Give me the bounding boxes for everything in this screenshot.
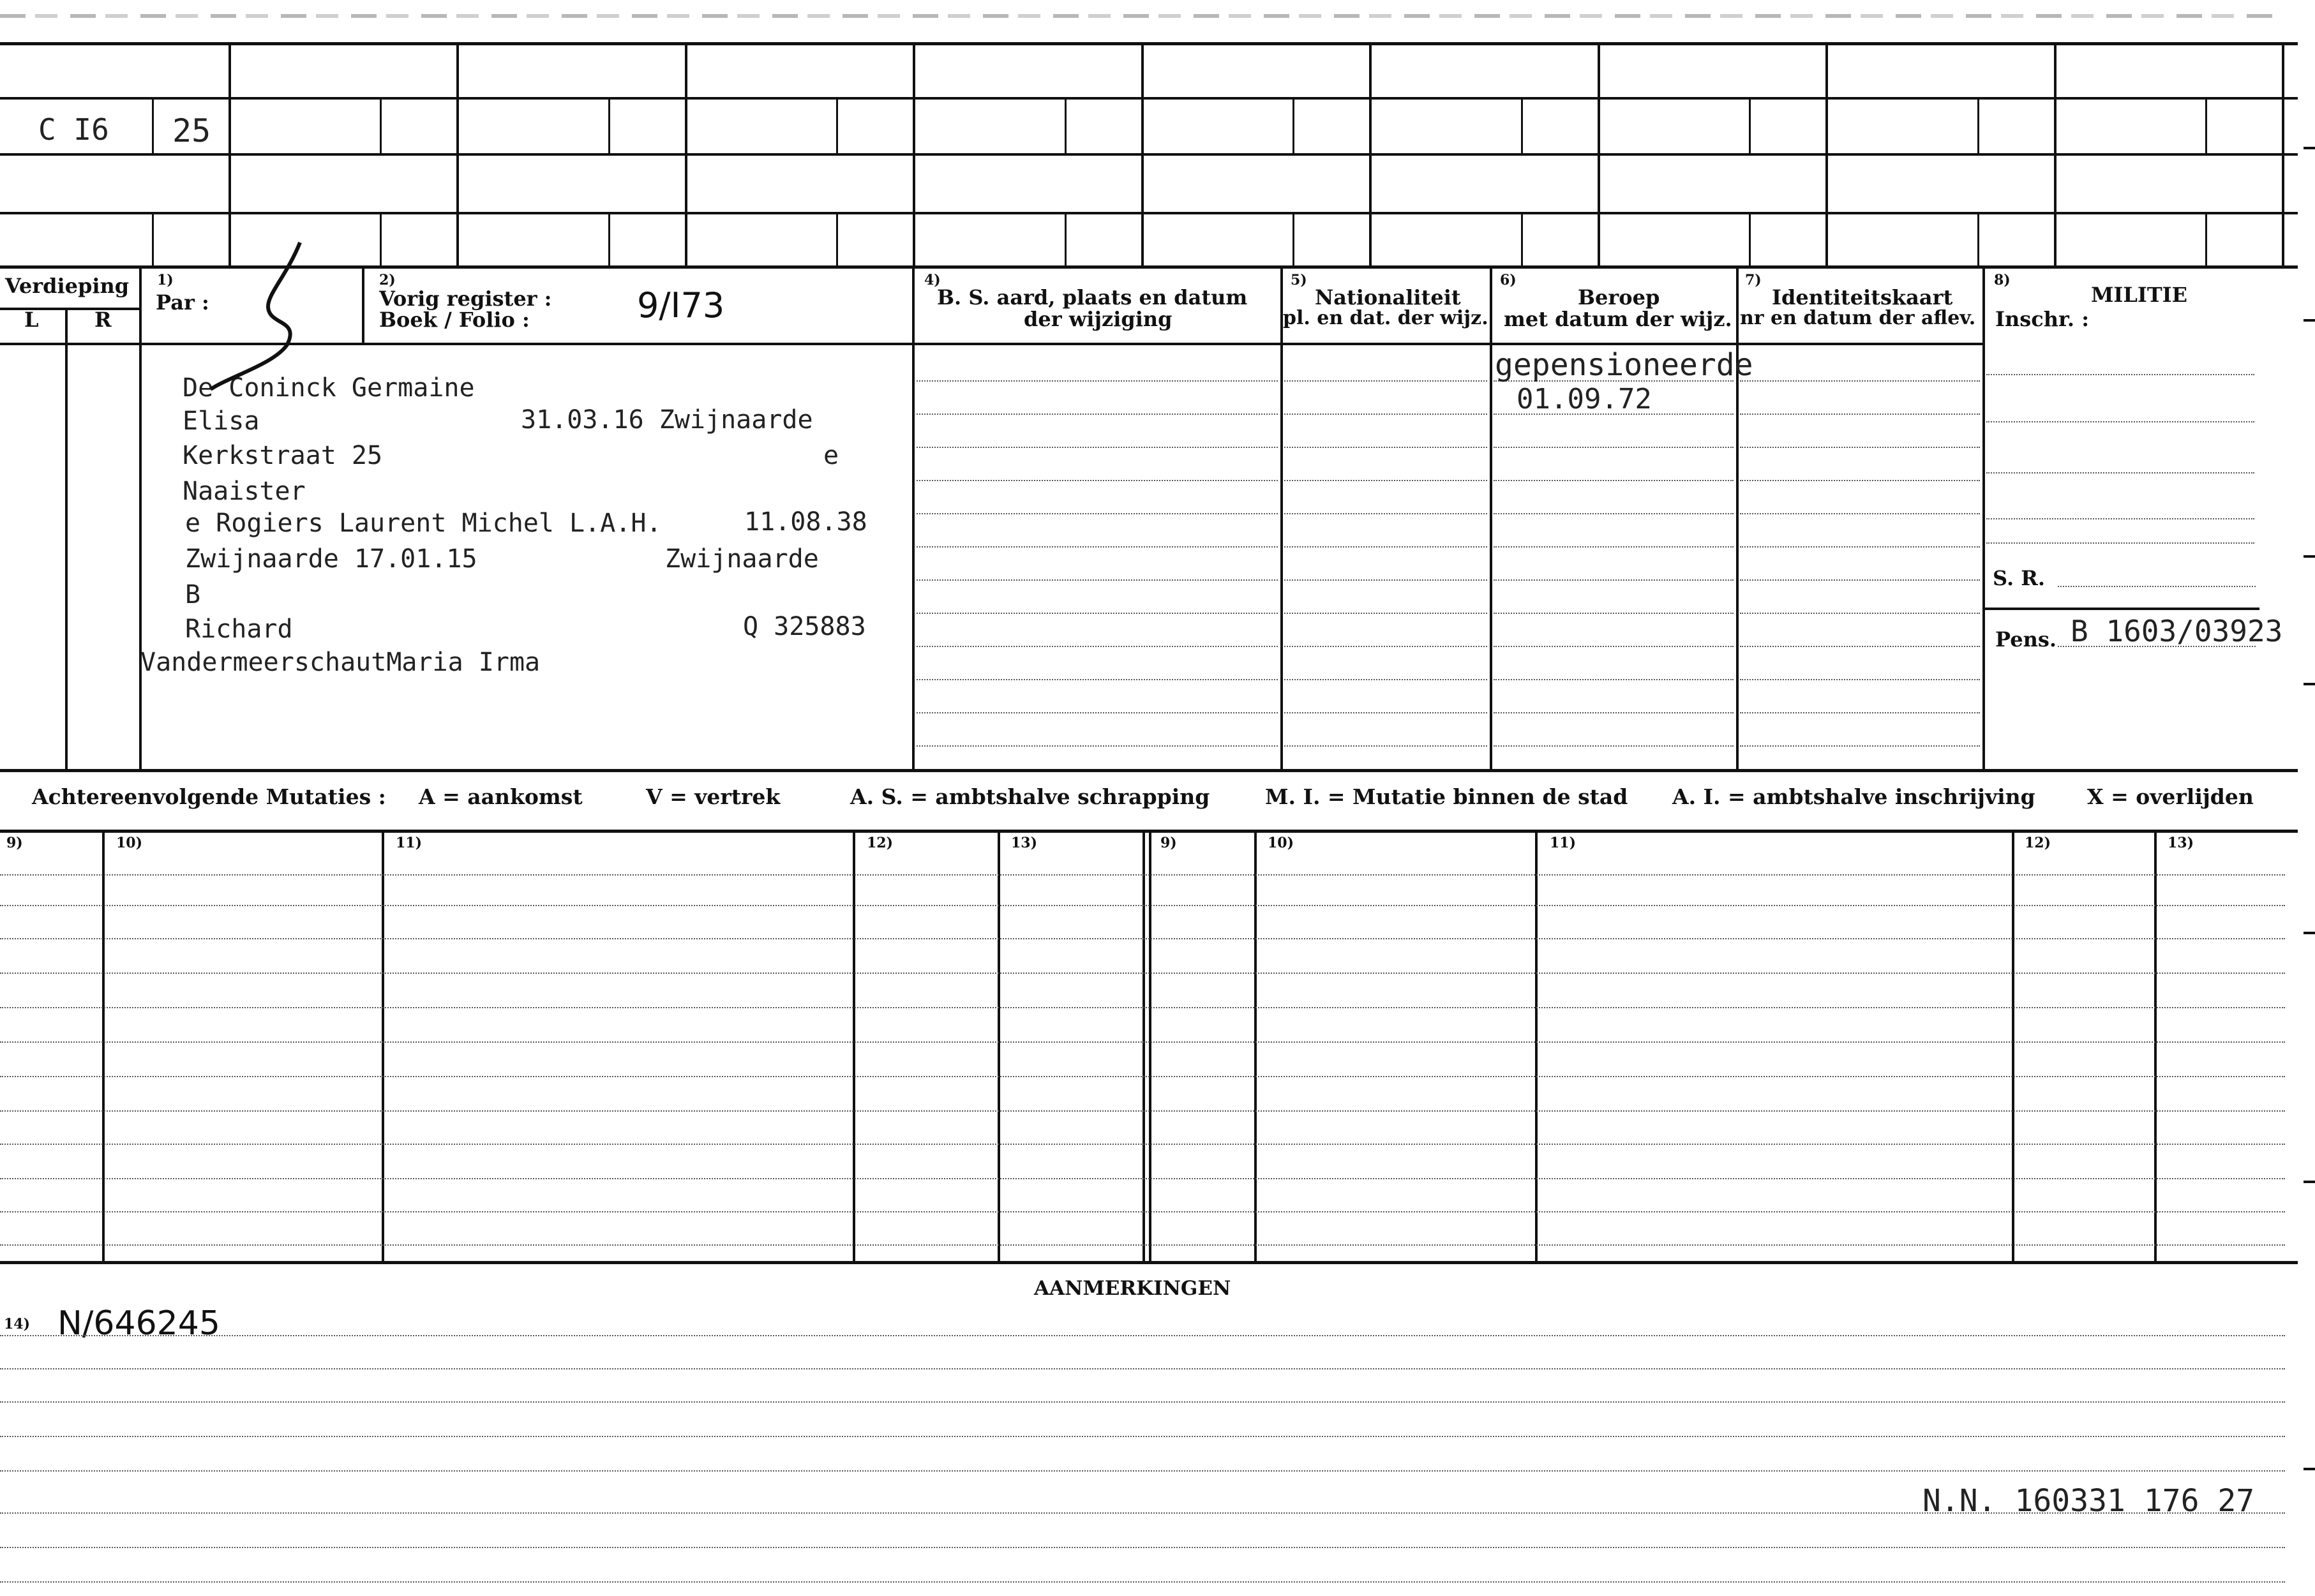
bs-rule [917,380,1278,382]
mut-col-num: 12) [2025,835,2051,851]
militie-rule [1986,472,2254,474]
grid-col-line [1141,42,1144,267]
remarks-rule [0,1470,2285,1472]
col-line-r [139,267,142,769]
id-label-1: Identiteitskaart [1772,285,1953,310]
beroep-date: 01.09.72 [1517,383,1652,415]
sr-label: S. R. [1993,566,2045,590]
militie-rule [1986,518,2254,519]
mut-rule [0,1178,2285,1179]
person-line: Zwijnaarde [665,544,819,574]
beroep-rule [1494,712,1734,713]
nat-rule [1284,679,1487,680]
grid-sub-line [836,97,838,153]
mut-col-line [102,830,105,1261]
mutations-title: Achtereenvolgende Mutaties : [32,784,386,809]
par-label: Par : [156,290,209,315]
legend-mi: M. I. = Mutatie binnen de stad [1265,784,1628,809]
grid-sub-line [1292,97,1294,153]
grid-sub-line [1292,212,1294,267]
grid-sub-line [1065,212,1067,267]
beroep-rule [1494,679,1734,680]
person-line: Q 325883 [743,612,866,641]
grid-sub-line [152,212,154,267]
mut-rule [0,1007,2285,1008]
id-rule [1740,745,1980,747]
nat-rule [1284,579,1487,581]
person-line: Naaister [183,477,306,506]
legend-as: A. S. = ambtshalve schrapping [850,784,1210,809]
militie-label: MILITIE [2091,283,2188,307]
mut-col-num: 13) [2168,835,2194,851]
mut-rule [0,1244,2285,1246]
main-bottom-border [0,769,2298,772]
id-rule [1740,414,1980,415]
col-line-bs [912,267,915,769]
militie-sr-rule [2058,586,2256,587]
remarks-rule [0,1335,2285,1336]
id-rule [1740,712,1980,713]
grid-sub-line [1521,97,1523,153]
person-line: De Coninck Germaine [183,373,475,403]
grid-col-line [2282,42,2284,267]
grid-sub-line [380,212,382,267]
beroep-rule [1494,447,1734,448]
pens-value: B 1603/03923 [2071,614,2283,648]
mut-rule [0,905,2285,906]
person-line: 11.08.38 [744,507,867,537]
id-rule [1740,380,1980,382]
beroep-value: gepensioneerde [1495,347,1753,383]
grid-col-line [913,42,915,267]
mut-col-line [1149,830,1151,1261]
col-line-beroep [1490,267,1492,769]
mut-rule [0,1144,2285,1145]
id-rule [1740,513,1980,514]
mut-col-num: 10) [116,835,143,851]
beroep-rule [1494,745,1734,747]
mut-col-line [2012,830,2014,1261]
grid-sub-line [1749,212,1751,267]
grid-col-line [685,42,687,267]
grid-sub-line [380,97,382,153]
edge-tick [2304,147,2315,149]
beroep-label-1: Beroep [1578,285,1660,310]
id-rule [1740,613,1980,614]
beroep-rule [1494,646,1734,647]
bs-rule [917,579,1278,581]
militie-rule [1986,421,2254,422]
col-line-l [65,309,68,769]
person-line: Kerkstraat 25 [183,441,383,470]
mut-rule [0,1110,2285,1112]
bs-rule [917,480,1278,481]
mut-rule [0,1041,2285,1043]
bs-rule [917,546,1278,548]
mut-col-line [1535,830,1538,1261]
person-line: B [185,580,201,609]
mut-col-num: 13) [1011,835,1038,851]
nat-rule [1284,480,1487,481]
grid-sub-line [152,97,154,153]
mut-col-line [382,830,384,1261]
remarks-code: N/646245 [57,1304,220,1343]
person-line: Richard [185,615,293,644]
bs-rule [917,646,1278,647]
remarks-num: 14) [4,1316,31,1332]
nat-rule [1284,447,1487,448]
mut-col-line [998,830,1000,1261]
grid-col-line [1369,42,1372,267]
nat-rule [1284,414,1487,415]
grid-sub-line [2205,212,2207,267]
legend-x: X = overlijden [2087,784,2254,809]
grid-sub-line [1521,212,1523,267]
bs-rule [917,513,1278,514]
par-num: 1) [157,272,174,288]
grid-col-line [1598,42,1600,267]
nat-label-2: pl. en dat. der wijz. [1283,307,1488,329]
nat-rule [1284,613,1487,614]
grid-sub-line [608,212,610,267]
legend-ai: A. I. = ambtshalve inschrijving [1672,784,2035,809]
mut-col-line [1254,830,1257,1261]
mut-col-line [853,830,855,1261]
grid-bottom-border [0,265,2298,269]
remarks-rule [0,1436,2285,1437]
grid-row-line [0,153,2298,156]
grid-sub-line [1065,97,1067,153]
edge-tick [2304,319,2315,322]
remarks-rule [0,1401,2285,1403]
pens-label: Pens. [1995,627,2057,652]
bs-rule [917,679,1278,680]
legend-v: V = vertrek [646,784,781,809]
mut-rule [0,1211,2285,1212]
edge-tick [2304,683,2315,685]
nat-rule [1284,380,1487,382]
remarks-nn: N.N. 160331 176 27 [1922,1483,2255,1519]
mut-col-num: 9) [1160,835,1177,851]
mut-col-num: 9) [6,835,23,851]
verdieping-sub-line [0,308,140,310]
id-label-2: nr en datum der aflev. [1740,307,1976,329]
verdieping-label: Verdieping [5,274,130,298]
grid-row-line [0,97,2298,100]
remarks-rule [0,1581,2285,1583]
mut-rule [0,938,2285,939]
bs-rule [917,712,1278,713]
remarks-rule [0,1547,2285,1548]
id-rule [1740,579,1980,581]
beroep-rule [1494,579,1734,581]
nat-rule [1284,745,1487,747]
l-label: L [24,308,39,332]
nat-num: 5) [1291,272,1307,288]
nat-rule [1284,546,1487,548]
bs-num: 4) [924,272,941,288]
remarks-rule [0,1512,2285,1514]
militie-rule [1986,374,2254,375]
person-line: Zwijnaarde 17.01.15 [185,544,477,574]
grid-row-line [0,212,2298,214]
inschr-label: Inschr. : [1995,307,2090,331]
grid-sub-line [1749,97,1751,153]
grid-sub-line [608,97,610,153]
grid-sub-line [2205,97,2207,153]
bs-rule [917,745,1278,747]
person-line: Elisa [183,406,260,436]
mut-rule [0,874,2285,876]
grid-col-line [1825,42,1828,267]
grid-cell-number: 25 [172,112,211,149]
person-line: 31.03.16 Zwijnaarde [521,405,813,435]
grid-cell-code: C I6 [38,112,109,147]
edge-tick [2304,1181,2315,1183]
mut-col-num: 11) [396,835,423,851]
beroep-rule [1494,480,1734,481]
vorig-num: 2) [379,272,396,288]
col-line-id [1736,267,1739,769]
mut-col-num: 12) [867,835,894,851]
mut-rule [0,973,2285,974]
beroep-label-2: met datum der wijz. [1504,307,1732,331]
id-rule [1740,447,1980,448]
mut-col-num: 11) [1550,835,1577,851]
vorig-register-label: Vorig register : [379,287,552,311]
nat-label-1: Nationaliteit [1315,285,1461,310]
beroep-num: 6) [1500,272,1517,288]
bs-rule [917,447,1278,448]
id-num: 7) [1745,272,1762,288]
grid-sub-line [1977,97,1979,153]
legend-a: A = aankomst [419,784,583,809]
id-rule [1740,679,1980,680]
bs-rule [917,613,1278,614]
boek-folio-label: Boek / Folio : [379,308,530,332]
person-line: e Rogiers Laurent Michel L.A.H. [185,509,662,538]
col-line-nat [1280,267,1283,769]
militie-num: 8) [1994,272,2011,288]
grid-top-border [0,42,2298,45]
edge-tick [2304,555,2315,558]
grid-col-line [2054,42,2057,267]
grid-col-line [229,42,231,267]
id-rule [1740,646,1980,647]
beroep-rule [1494,546,1734,548]
beroep-rule [1494,613,1734,614]
bs-label-1: B. S. aard, plaats en datum [937,285,1248,310]
id-rule [1740,480,1980,481]
militie-rule [1986,542,2254,544]
beroep-rule [1494,513,1734,514]
remarks-rule [0,1368,2285,1369]
nat-rule [1284,646,1487,647]
mut-col-line [1143,830,1145,1261]
handwritten-stroke-icon [191,236,319,402]
grid-col-line [456,42,459,267]
id-rule [1740,546,1980,548]
bs-label-2: der wijziging [1024,307,1172,331]
grid-sub-line [836,212,838,267]
mut-col-line [2154,830,2157,1261]
militie-divider [1984,608,2259,610]
mut-col-num: 10) [1268,835,1294,851]
col-line-militie [1982,267,1985,769]
edge-tick [2304,1468,2315,1470]
mutations-bottom-border [0,1261,2298,1264]
bs-rule [917,414,1278,415]
nat-rule [1284,513,1487,514]
mut-rule [0,1076,2285,1077]
person-line: VandermeerschautMaria Irma [140,648,541,677]
boek-folio-value: 9/I73 [637,285,725,325]
scan-edge [0,14,2272,18]
grid-sub-line [1977,212,1979,267]
remarks-title: AANMERKINGEN [1034,1277,1231,1300]
nat-rule [1284,712,1487,713]
col-line-par [362,267,364,343]
person-line: e [823,441,839,470]
r-label: R [94,308,112,332]
edge-tick [2304,932,2315,934]
